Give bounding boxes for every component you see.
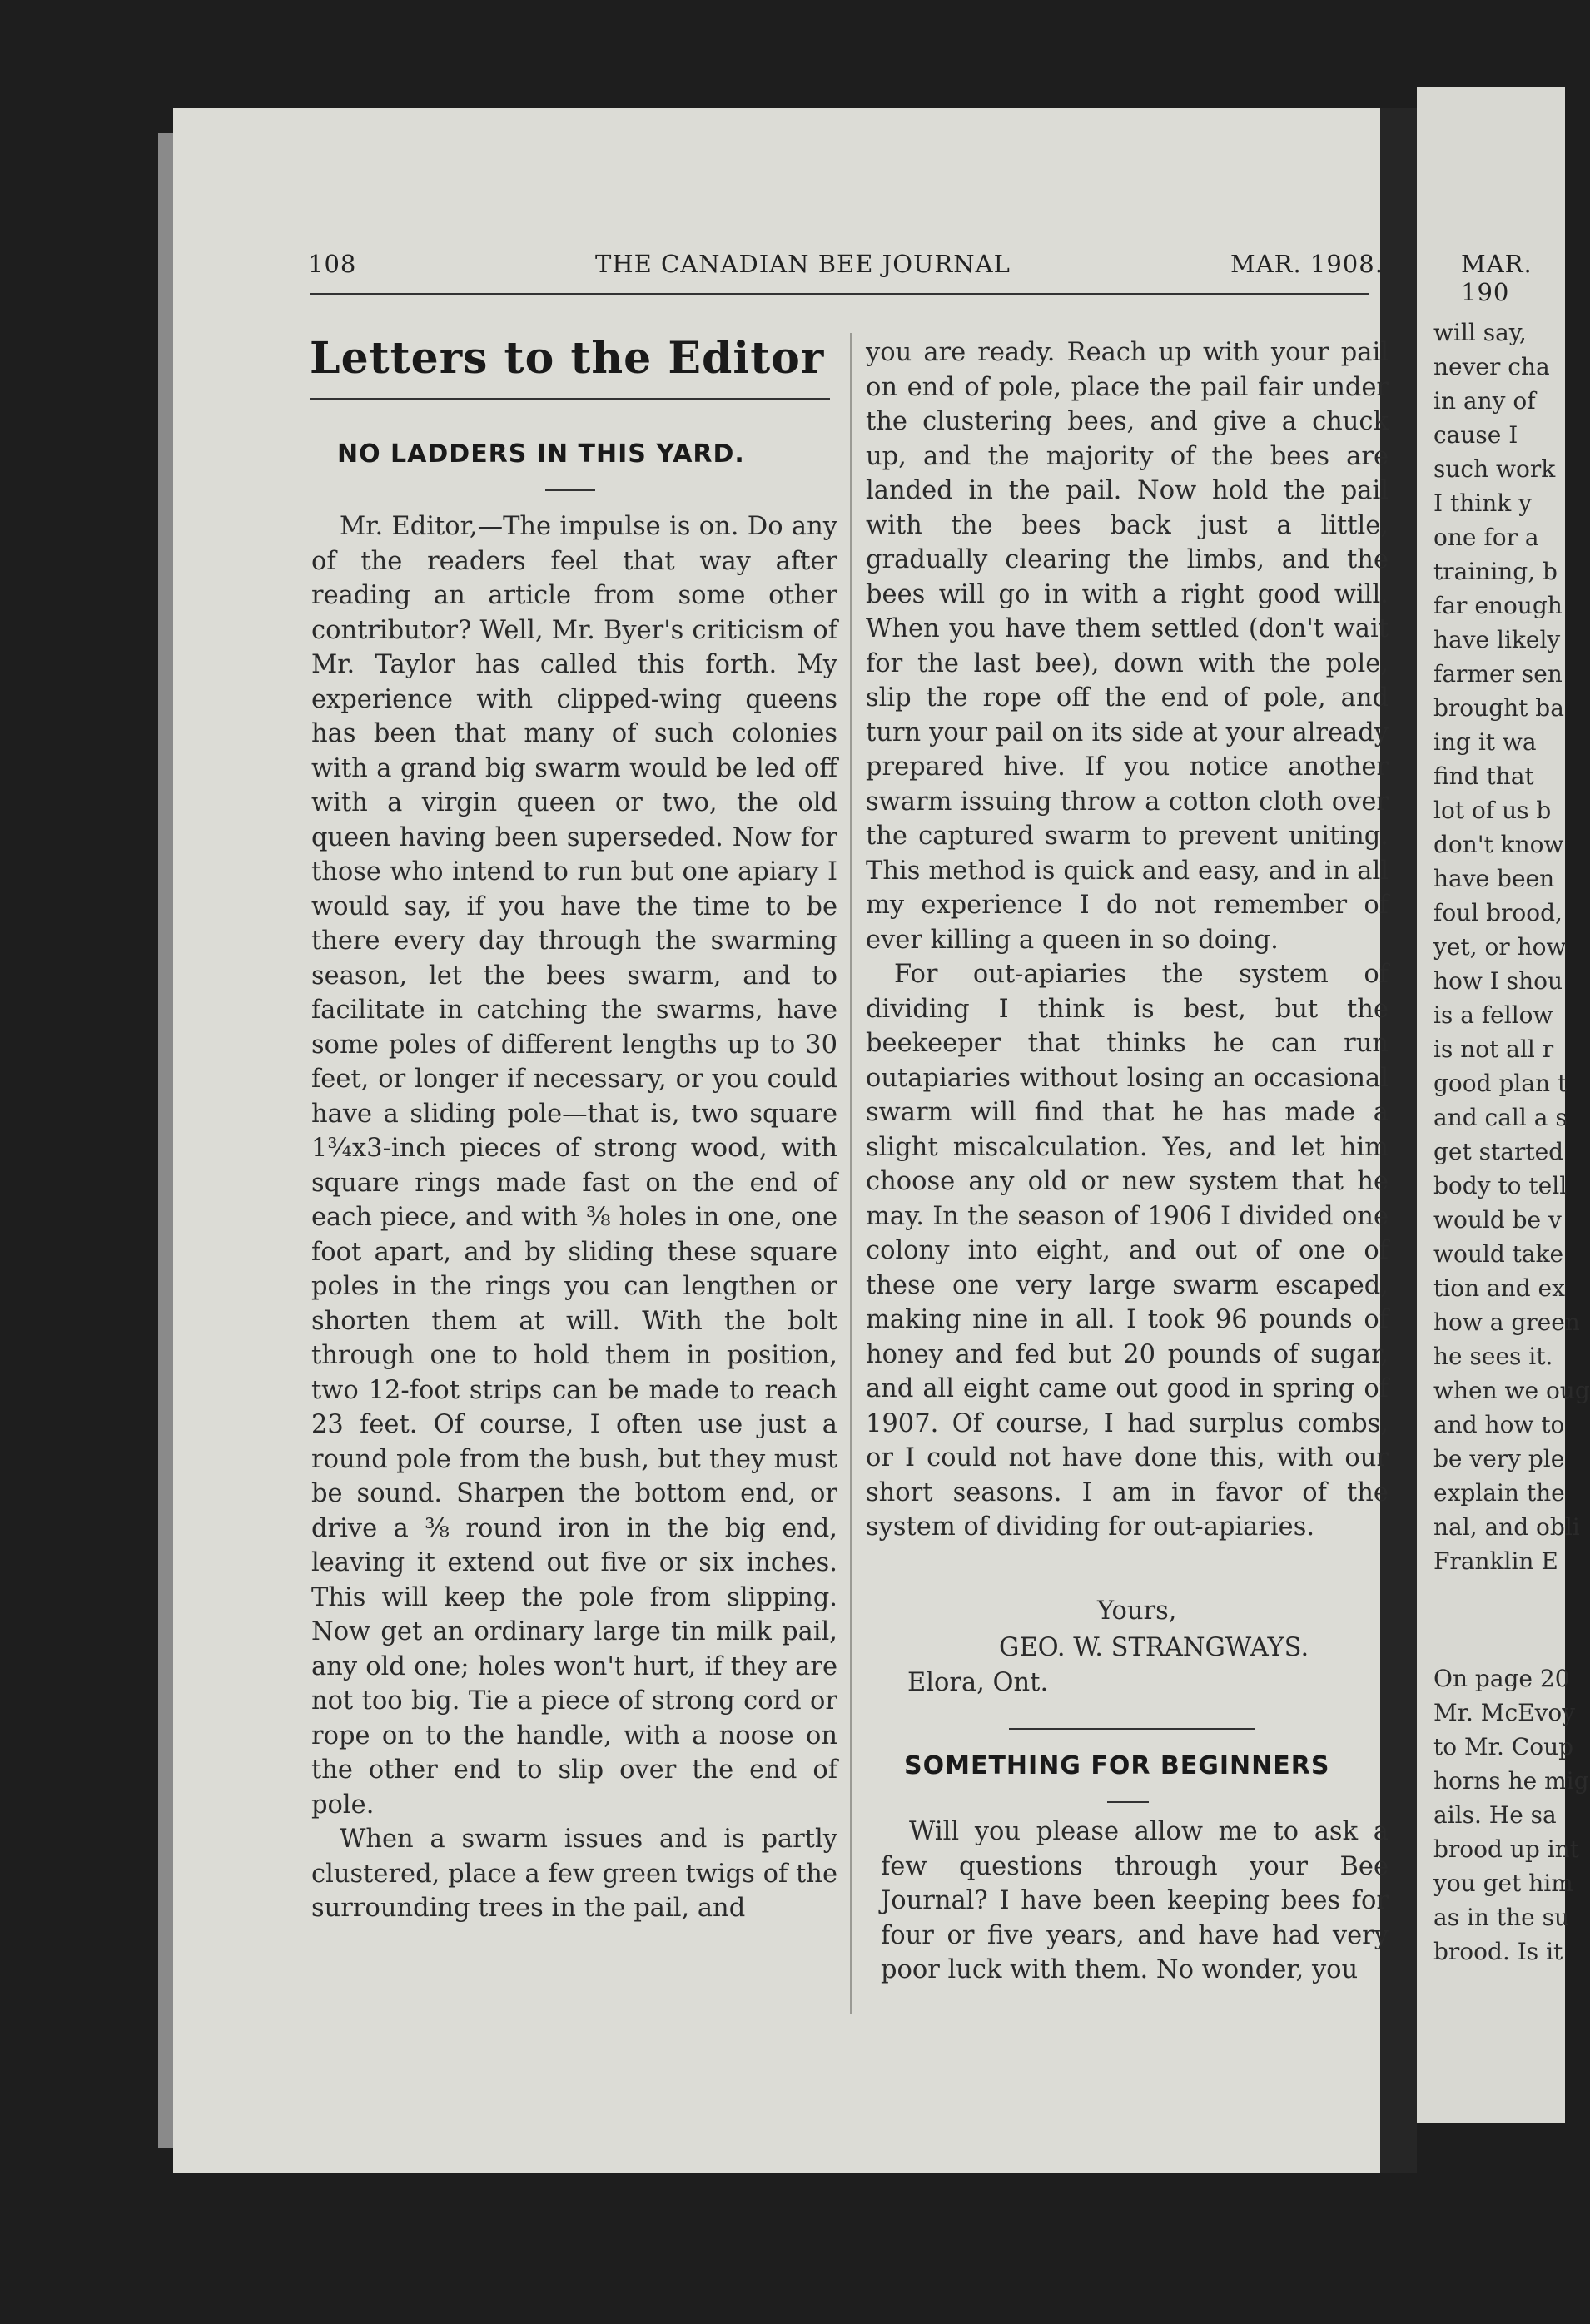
next-page-line: Franklin E [1433, 1547, 1558, 1575]
next-page-line: how I shou [1433, 967, 1563, 995]
next-page-line: ails. He sa [1433, 1801, 1557, 1829]
next-page-line: On page 20 [1433, 1665, 1570, 1692]
article-paragraph: Mr. Editor,—The impulse is on. Do any of the readers feel that way after reading an article from some other contributor? Well, Mr. Byer's criticism of Mr. Taylor has called this forth. My experience with clipped-wing queens has been that many of such colonies with a grand big swarm would be led off with a virgin queen or two, the old queen having been superseded. Now for those who intend to run but one apiary I would say, if you have the time to be there every day through the swarming season, let the bees swarm, and to facilitate in catching the swarms, have some poles of different lengths up to 30 feet, or longer if necessary, or you could have a sliding pole—that is, two square 1¾x3-inch pieces of strong wood, with square rings made fast on the end of each piece, and with ⅜ holes in one, one foot apart, and by sliding these square poles in the rings you can lengthen or shorten them at will. With the bolt through one to hold them in position, two 12-foot strips can be made to reach 23 feet. Of course, I often use just a round pole from the bush, but they must be sound. Sharpen the bottom end, or drive a ⅜ round iron in the big end, leaving it extend out five or six inches. This will keep the pole from slipping. Now get an ordinary large tin milk pail, any old one; holes won't hurt, if they are not too big. Tie a piece of strong cord or rope on to the handle, with a noose on the other end to slip over the end of pole. [311, 512, 837, 1820]
title-underline [310, 398, 830, 400]
next-page-line: Mr. McEvoy [1433, 1699, 1576, 1726]
next-page-line: nal, and obli [1433, 1513, 1580, 1541]
next-page-line: farmer sen [1433, 660, 1563, 688]
article-paragraph: For out-apiaries the system of dividing I think is best, but the beekeeper that thinks he can run outapiaries without losing an occasional swarm will find that he has made a slight miscalculation. Yes, and let him choose any old or new system that he may. In the season of 1906 I divided one colony into eight, and out of one of these one very large swarm escaped, making nine in all. I took 96 pounds of honey and fed but 20 pounds of sugar, and all eight came out good in spring of 1907. Of course, I had surplus combs, or I could not have done this, with our short seasons. I am in favor of the system of dividing for out-apiaries. [866, 960, 1389, 1542]
next-page-line: brood. Is it [1433, 1938, 1563, 1965]
next-page-line: get started [1433, 1138, 1564, 1165]
article-body [881, 1815, 1389, 1988]
next-page-line: training, b [1433, 558, 1558, 585]
next-page-line: have been [1433, 865, 1555, 892]
next-page-line: good plan t [1433, 1070, 1568, 1097]
next-page-line: lot of us b [1433, 797, 1552, 824]
next-page-line: have likely [1433, 626, 1561, 653]
next-page-line: and call a s [1433, 1104, 1568, 1131]
next-page-line: cause I [1433, 421, 1518, 449]
next-page-line: in any of [1433, 387, 1536, 415]
heading-dash [545, 489, 595, 491]
next-page-line: one for a [1433, 524, 1539, 551]
next-page-line: be very ple [1433, 1445, 1565, 1472]
next-page-line: explain the [1433, 1479, 1565, 1507]
next-page-line: he sees it. [1433, 1343, 1553, 1370]
letter-location: Elora, Ont. [907, 1668, 1049, 1697]
next-page-line: I think y [1433, 489, 1532, 517]
letter-signature: GEO. W. STRANGWAYS. [999, 1633, 1309, 1662]
next-page-line: never cha [1433, 353, 1550, 380]
next-page-line: brood up int [1433, 1835, 1579, 1863]
next-page-line: don't know [1433, 831, 1564, 858]
page-number: 108 [308, 250, 357, 278]
heading-dash [1107, 1801, 1149, 1803]
next-page-line: find that [1433, 762, 1534, 790]
next-page-line: tion and ex [1433, 1274, 1565, 1302]
next-page-line: to Mr. Coup [1433, 1733, 1574, 1760]
journal-title: THE CANADIAN BEE JOURNAL [595, 250, 1011, 278]
next-page-line: such work [1433, 455, 1556, 483]
column-right [866, 335, 1389, 1545]
next-page-line: would take [1433, 1240, 1564, 1268]
next-page-line: how a green [1433, 1308, 1580, 1336]
next-page-line: ing it wa [1433, 728, 1537, 756]
next-page-line: foul brood, [1433, 899, 1563, 926]
next-page-line: far enough [1433, 592, 1563, 619]
next-page-line: body to tell [1433, 1172, 1568, 1199]
header-rule [310, 293, 1369, 295]
next-page-line: when we oug [1433, 1377, 1590, 1404]
next-page-line: is not all r [1433, 1035, 1554, 1063]
next-page-line: would be v [1433, 1206, 1562, 1234]
next-page-line: you get him [1433, 1870, 1573, 1897]
next-page-line: horns he mig [1433, 1767, 1589, 1795]
article-heading: NO LADDERS IN THIS YARD. [337, 439, 745, 469]
article-separator [1009, 1728, 1255, 1730]
next-page-line: brought ba [1433, 694, 1564, 722]
article-paragraph: Will you please allow me to ask a few questions through your Bee Journal? I have been keeping bees for four or five years, and have had very poor luck with them. No wonder, you [881, 1817, 1389, 1984]
next-page-line: yet, or how [1433, 933, 1567, 961]
next-page-line: will say, [1433, 319, 1527, 346]
column-left [311, 509, 837, 1926]
letter-closing: Yours, [1097, 1597, 1177, 1626]
article-paragraph: When a swarm issues and is partly clustered, place a few green twigs of the surrounding trees in the pail, and [311, 1825, 837, 1923]
next-page-line: is a fellow [1433, 1001, 1553, 1029]
column-divider [850, 333, 852, 2014]
next-page-header-date: MAR. 190 [1461, 250, 1533, 306]
next-page-line: as in the su [1433, 1904, 1570, 1931]
issue-date: MAR. 1908. [1230, 250, 1384, 278]
article-heading: SOMETHING FOR BEGINNERS [904, 1751, 1330, 1780]
article-paragraph: you are ready. Reach up with your pail on end of pole, place the pail fair under the clustering bees, and give a chuck up, and the majority of the bees are landed in the pail. Now hold the pail with the bees back just a little, gradually clearing the limbs, and the bees will go in with a right good will. When you have them settled (don't wait for the last bee), down with the pole, slip the rope off the end of pole, and turn your pail on its side at your already prepared hive. If you notice another swarm issuing throw a cotton cloth over the captured swarm to prevent uniting. This method is quick and easy, and in all my experience I do not remember of ever killing a queen in so doing. [866, 338, 1389, 955]
section-title: Letters to the Editor [310, 333, 825, 384]
next-page-line: and how to [1433, 1411, 1565, 1438]
